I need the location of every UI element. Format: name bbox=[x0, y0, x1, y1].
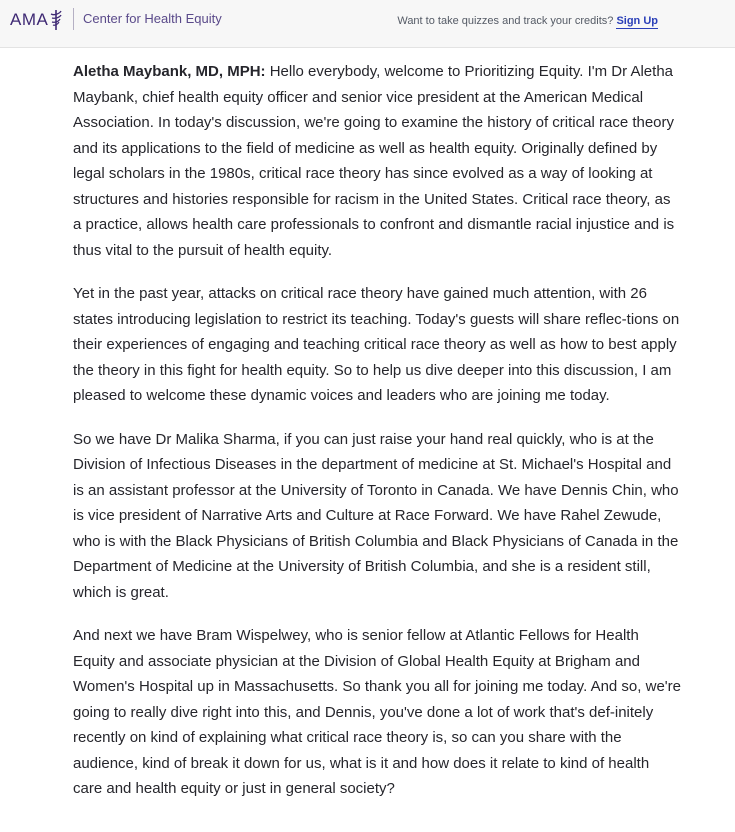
sign-up-link[interactable]: Sign Up bbox=[616, 15, 658, 27]
header-divider bbox=[73, 8, 74, 30]
transcript-paragraph bbox=[73, 59, 681, 263]
transcript-paragraph: And next we have Bram Wispelwey, who is senior fellow at Atlantic Fellows for Health Equity and associate physician at the Division of Global Health Equity at Brigham and Women's Hospital up in Massachusetts. So thank you all for joining me today. And so, we're going to really dive right into this, and Dennis, you've done a lot of work that's def-initely recently on kind of explaining what critical race theory is, so can you share with the audience, kind of break it down for us, what is it and how does it relate to kind of health care and health equity or just in general society? bbox=[73, 627, 681, 797]
site-header bbox=[0, 0, 735, 48]
speaker-name: Aletha Maybank, MD, MPH: bbox=[73, 63, 266, 80]
transcript-body bbox=[73, 59, 681, 820]
promo-text: Want to take quizzes and track your credits? bbox=[397, 15, 617, 27]
center-title[interactable]: Center for Health Equity bbox=[83, 11, 222, 26]
transcript-paragraph: Yet in the past year, attacks on critical race theory have gained much attention, with 26 states introducing legislation to restrict its teaching. Today's guests will share reflec-tions on their experiences of engaging and teaching critical race theory as well as how to best apply the theory in this fight for health equity. So to help us dive deeper into this discussion, I am pleased to welcome these dynamic voices and leaders who are joining me today. bbox=[73, 285, 680, 404]
caduceus-icon bbox=[49, 9, 63, 31]
logo-text: AMA bbox=[10, 10, 49, 29]
ama-logo[interactable] bbox=[10, 8, 63, 32]
signup-promo bbox=[397, 15, 658, 27]
transcript-paragraph: So we have Dr Malika Sharma, if you can just raise your hand real quickly, who is at the Division of Infectious Diseases in the department of medicine at St. Michael's Hospital and is an assistant professor at the University of Toronto in Canada. We have Dennis Chin, who is vice president of Narrative Arts and Culture at Race Forward. We have Rahel Zewude, who is with the Black Physicians of British Columbia and Black Physicians of Canada in the Department of Medicine at the University of British Columbia, and she is a resident still, which is great. bbox=[73, 430, 679, 601]
paragraph-text: Hello everybody, welcome to Prioritizing Equity. I'm Dr Aletha Maybank, chief health equity officer and senior vice president at the American Medical Association. In today's discussion, we're going to examine the history of critical race theory and its applications to the field of medicine as well as health equity. Originally defined by legal scholars in the 1980s, critical race theory has since evolved as a way of looking at structures and histories responsible for racism in the United States. Critical race theory, as a practice, allows health care professionals to confront and dismantle racial injustice and is thus vital to the pursuit of health equity. bbox=[73, 63, 675, 259]
